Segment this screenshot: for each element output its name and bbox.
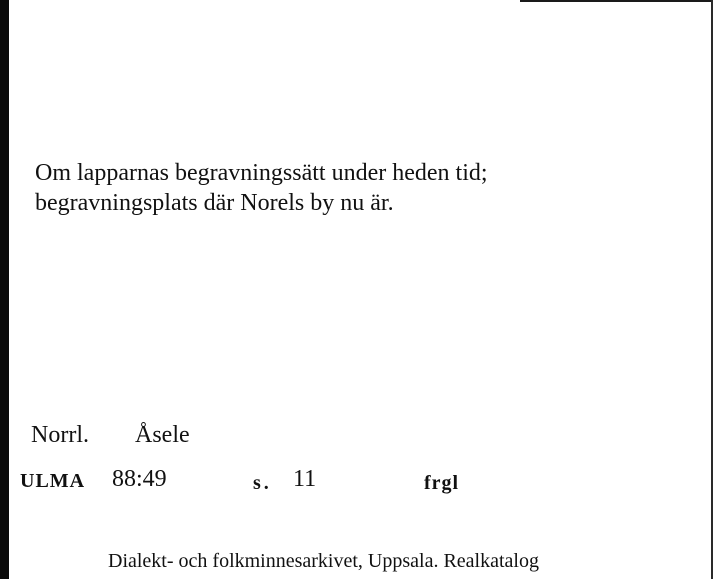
parish-label: Åsele — [135, 422, 190, 448]
card-left-edge — [0, 0, 9, 579]
page-label: s. — [253, 472, 272, 494]
description-line: Om lapparnas begravningssätt under heden tid; — [35, 160, 488, 186]
page-number: 11 — [293, 466, 317, 492]
card-description — [35, 158, 675, 218]
category-code: frgl — [424, 472, 460, 494]
description-line: begravningsplats där Norels by nu är. — [35, 190, 394, 216]
card-top-edge — [520, 0, 713, 2]
archive-footer: Dialekt- och folkminnesarkivet, Uppsala. Realkatalog — [108, 550, 539, 572]
province-label: Norrl. — [31, 422, 89, 448]
archive-code: ULMA — [20, 470, 86, 492]
record-number: 88:49 — [112, 466, 167, 492]
